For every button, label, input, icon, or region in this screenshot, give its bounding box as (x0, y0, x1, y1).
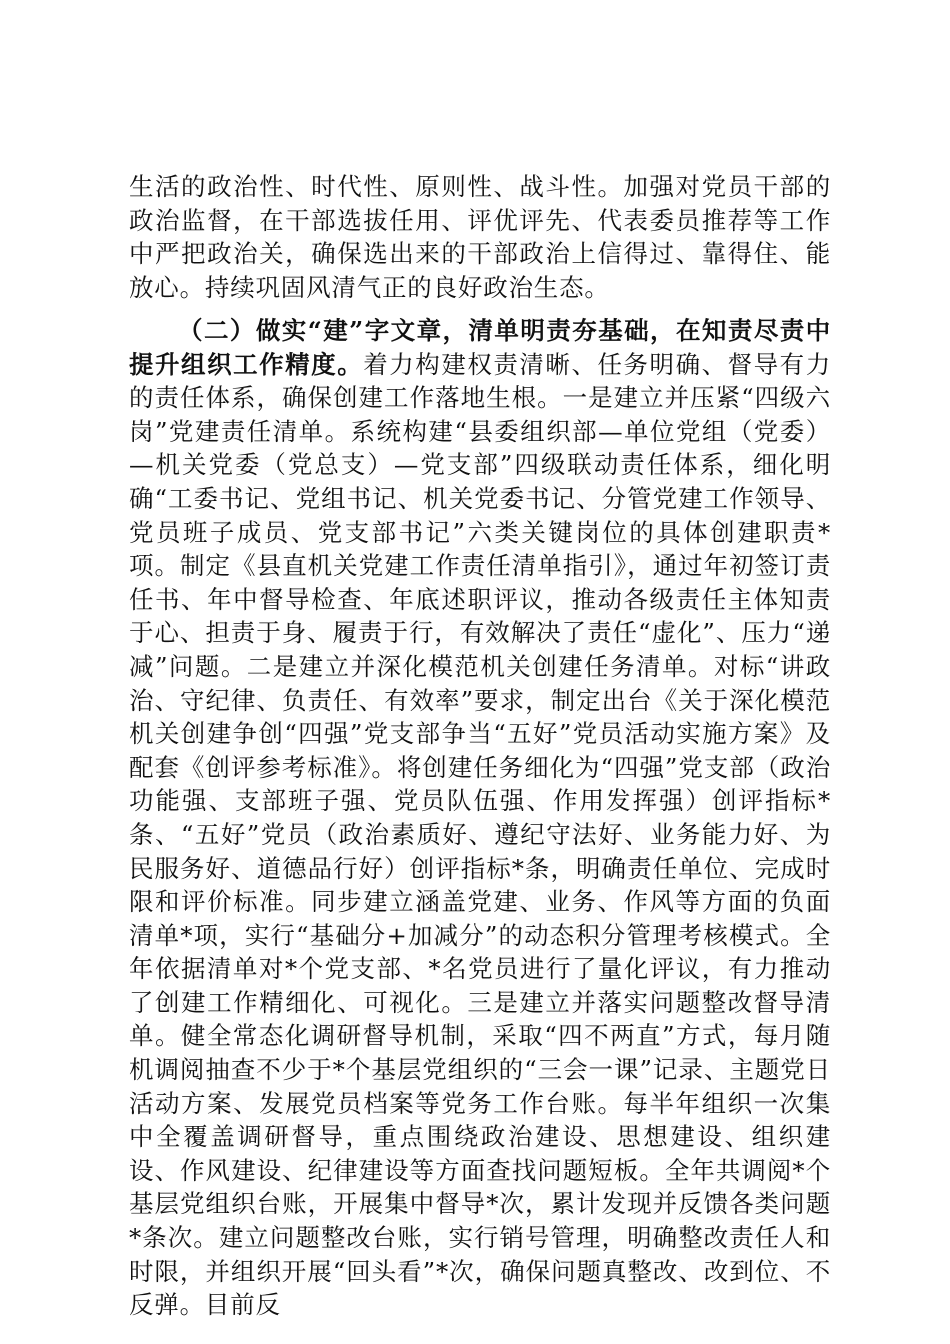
paragraph-continued (129, 170, 831, 304)
section-2-heading: （二）做实“建”字文章，清单明责夯基础，在知责尽责中提升组织工作精度。 (129, 316, 831, 379)
paragraph-2 (129, 314, 831, 1322)
section-2-body: 着力构建权责清晰、任务明确、督导有力的责任体系，确保创建工作落地生根。一是建立并压紧“四级六岗”党建责任清单。系统构建“县委组织部—单位党组（党委）—机关党委（党总支）—党支部”四级联动责任体系，细化明确“工委书记、党组书记、机关党委书记、分管党建工作领导、党员班子成员、党支部书记”六类关键岗位的具体创建职责*项。制定《县直机关党建工作责任清单指引》，通过年初签订责任书、年中督导检查、年底述职评议，推动各级责任主体知责于心、担责于身、履责于行，有效解决了责任“虚化”、压力“递减”问题。二是建立并深化模范机关创建任务清单。对标“讲政治、守纪律、负责任、有效率”要求，制定出台《关于深化模范机关创建争创“四强”党支部争当“五好”党员活动实施方案》及配套《创评参考标准》。将创建任务细化为“四强”党支部（政治功能强、支部班子强、党员队伍强、作用发挥强）创评指标*条、“五好”党员（政治素质好、遵纪守法好、业务能力好、为民服务好、道德品行好）创评指标*条，明确责任单位、完成时限和评价标准。同步建立涵盖党建、业务、作风等方面的负面清单*项，实行“基础分+加减分”的动态积分管理考核模式。全年依据清单对*个党支部、*名党员进行了量化评议，有力推动了创建工作精细化、可视化。三是建立并落实问题整改督导清单。健全常态化调研督导机制，采取“四不两直”方式，每月随机调阅抽查不少于*个基层党组织的“三会一课”记录、主题党日活动方案、发展党员档案等党务工作台账。每半年组织一次集中全覆盖调研督导，重点围绕政治建设、思想建设、组织建设、作风建设、纪律建设等方面查找问题短板。全年共调阅*个基层党组织台账，开展集中督导*次，累计发现并反馈各类问题*条次。建立问题整改台账，实行销号管理，明确整改责任人和时限，并组织开展“回头看”*次，确保问题真整改、改到位、不反弹。目前反 (129, 349, 832, 1320)
paragraph-section-2 (129, 314, 831, 1322)
paragraph-1-text: 生活的政治性、时代性、原则性、战斗性。加强对党员干部的政治监督，在干部选拔任用、评优评先、代表委员推荐等工作中严把政治关，确保选出来的干部政治上信得过、靠得住、能放心。持续巩固风清气正的良好政治生态。 (129, 172, 831, 302)
